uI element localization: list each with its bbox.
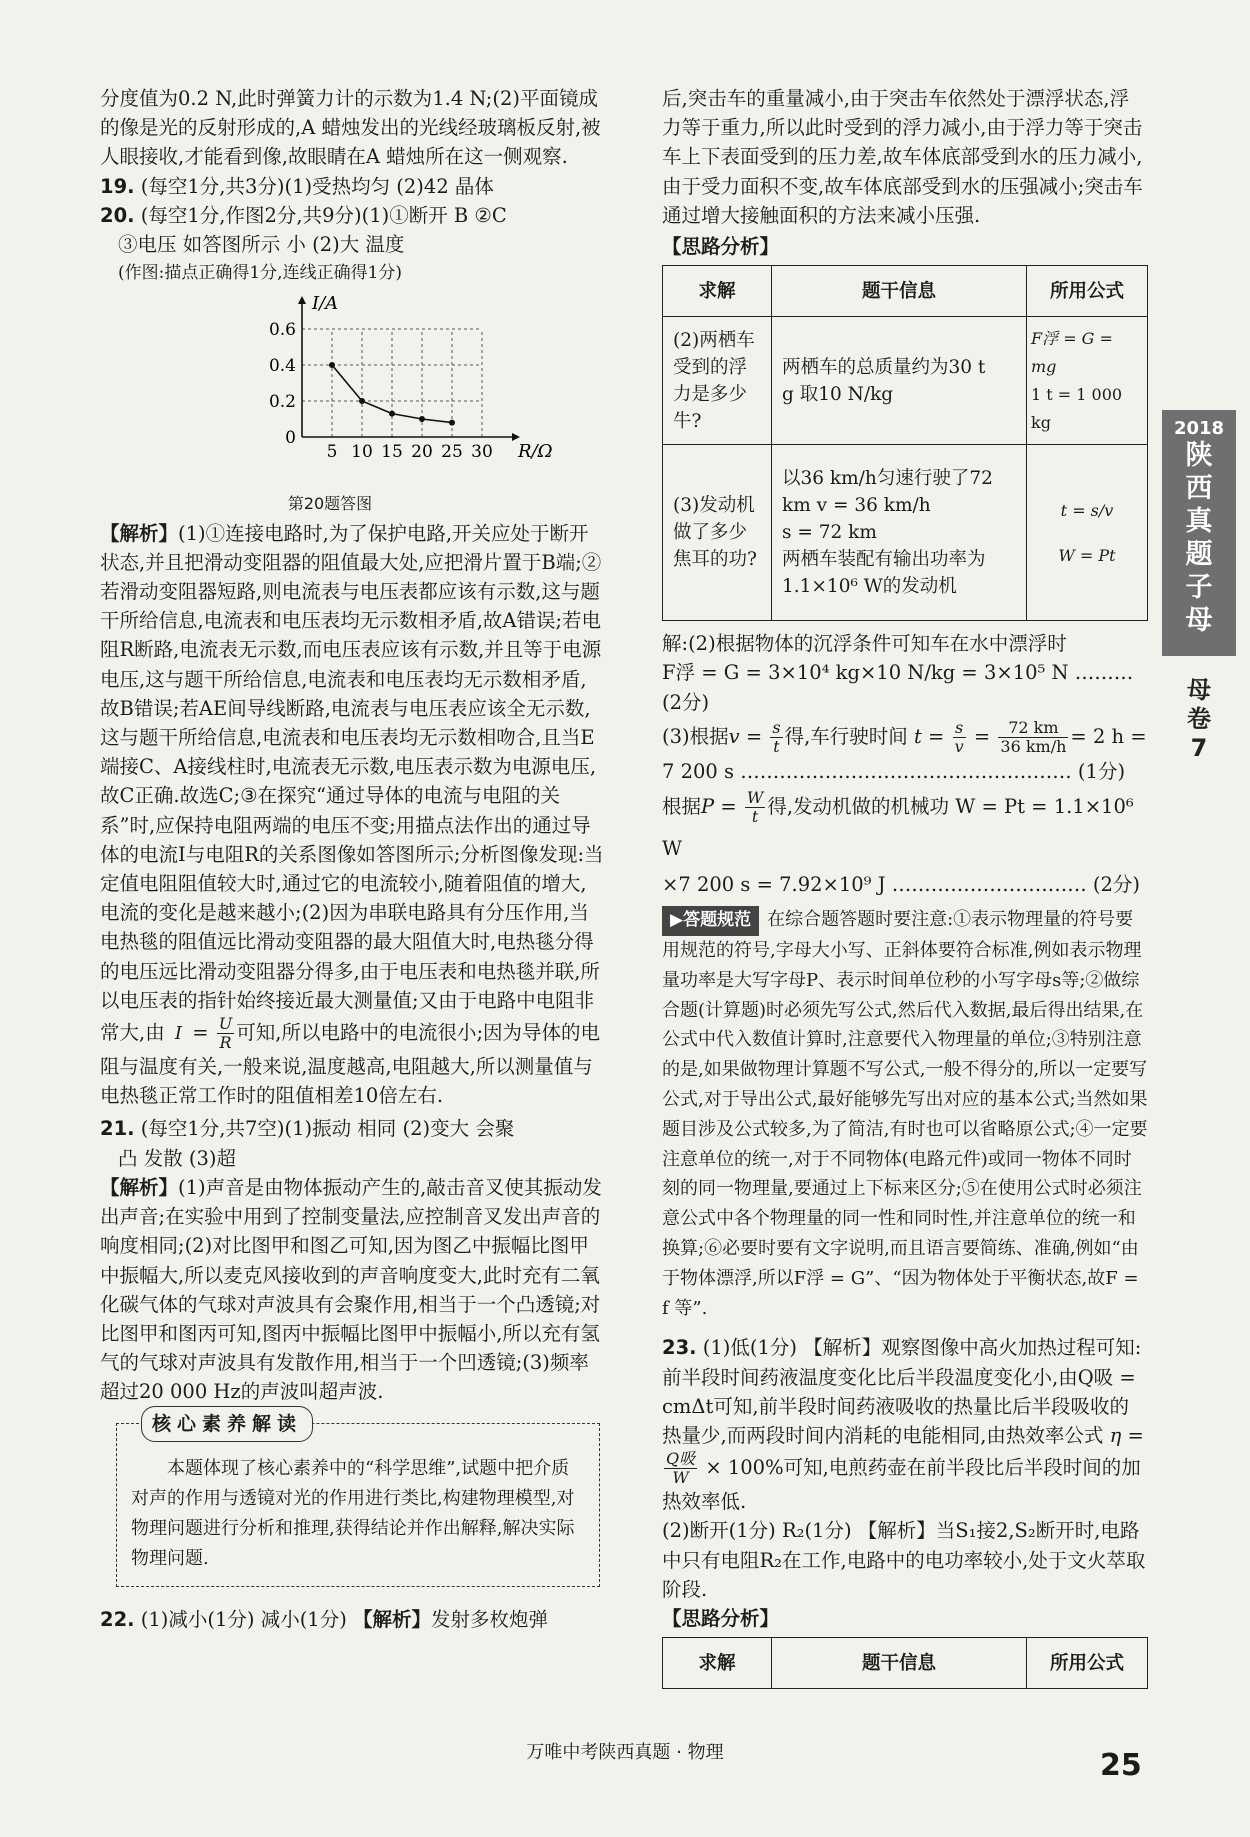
frac-w2: W: [672, 1468, 689, 1488]
q19: [100, 172, 604, 201]
side-title-1: 陕: [1185, 440, 1213, 471]
solution-line-4: 7 200 s …………………………………………… (1分): [662, 759, 1126, 783]
side-year: 2018: [1173, 418, 1225, 439]
km-over-kmh: [998, 719, 1068, 756]
frac-km: 72 km: [998, 719, 1068, 738]
formula-i: I: [174, 1022, 183, 1044]
sol5-b: 得,发动机做的机械功 W = Pt = 1.1×10⁶ W: [662, 795, 1134, 861]
x-tick-label-1: 10: [351, 442, 373, 463]
frac-t2: t: [751, 807, 759, 827]
core-literacy-box: [116, 1412, 600, 1587]
data-point-1: [359, 398, 365, 404]
row2-formula: [1027, 445, 1148, 621]
q21-analysis-text: (1)声音是由物体振动产生的,敲击音叉使其振动发出声音;在实验中用到了控制变量法,应控制音叉发出声音的响度相同;(2)对比图甲和图乙可知,因为图乙中振幅比图甲中振幅大,所以麦克风接收到的声音响度变大,此时充有二氧化碳气体的气球对声波具有会聚作用,相当于一个凸透镜;对比图甲和图丙可知,图丙中振幅比图甲中振幅小,所以充有氢气的气球对声波具有发散作用,相当于一个凹透镜;(3)频率超过20 000 Hz的声波叫超声波.: [100, 1175, 602, 1404]
frac-v: v: [954, 736, 964, 756]
th2-solve: 求解: [663, 1638, 772, 1689]
side-title-6: 母: [1185, 605, 1213, 636]
s-over-v: [953, 719, 966, 756]
row1-info: [772, 317, 1027, 445]
q20-analysis-text: (1)①连接电路时,为了保护电路,开关应处于断开状态,并且把滑动变阻器的阻值最大处,应把滑片置于B端;②若滑动变阻器短路,则电流表与电压表都应该有示数,这与题干所给信息,电流表和电压表均无示数相矛盾,故A错误;若电阻R断路,电流表无示数,而电压表应该有示数,并且等于电源电压,这与题干所给信息,电流表和电压表均无示数相矛盾,故B错误;若AE间导线断路,电流表与电压表应该全无示数,这与题干所给信息,电流表和电压表均无示数相吻合,且当E端接C、A接线柱时,电流表无示数,电压表示数为电源电压,故C正确.故选C;③在探究“通过导体的电流与电阻的关系”时,应保持电阻两端的电压不变;用描点法作出的通过导体的电流I与电阻R的关系图像如答图所示;分析图像发现:当定值电阻阻值较大时,通过它的电流较小,随着阻值的增大,电流的变化是越来越小;(2)因为串联电路具有分压作用,当电热毯的阻值远比滑动变阻器的最大阻值大时,电热毯分得的电压远比滑动变阻器分得多,由于电压表和电热毯并联,所以电压表的指针始终接近最大测量值;又由于电路中电阻非常大,由: [100, 521, 604, 1045]
row2-info-2: s = 72 km: [782, 522, 877, 544]
solution-line-6: ×7 200 s = 7.92×10⁹ J ………………………… (2分): [662, 873, 1141, 897]
frac-kmh: 36 km/h: [1000, 736, 1067, 756]
row1-question: (2)两栖车受到的浮力是多少牛?: [663, 317, 772, 445]
answer-norm-tag: ▶答题规范: [662, 906, 759, 936]
v-eq: v =: [728, 724, 769, 748]
table-row: [663, 445, 1148, 621]
q23-number: 23.: [662, 1336, 697, 1360]
think-analysis-label: 【思路分析】: [662, 235, 780, 259]
q20-chart: [202, 293, 553, 489]
q20-analysis-text2: 可知,所以电路中的电流很小;因为导体的电阻与温度有关,一般来说,温度越高,电阻越大,所以测量值与电热毯正常工作时的阻值相差10倍左右.: [100, 1021, 601, 1108]
q23: [662, 1333, 1148, 1516]
side-sub-1: 母: [1187, 676, 1211, 704]
x-axis-arrow: [512, 433, 520, 441]
q21-number: 21.: [100, 1117, 135, 1141]
analysis-table: [662, 265, 1148, 621]
q22-analysis-text: 发射多枚炮弹: [431, 1607, 549, 1631]
solution-line-2: F浮 = G = 3×10⁴ kg×10 N/kg = 3×10⁵ N ……… (2分): [662, 661, 1134, 714]
row2-info-3: 两栖车装配有输出功率为1.1×10⁶ W的发动机: [782, 549, 986, 598]
q20-number: 20.: [100, 203, 135, 227]
formula-u: U: [218, 1014, 233, 1034]
chart-caption: 第20题答图: [287, 494, 373, 514]
th2-info: 题干信息: [772, 1638, 1027, 1689]
sol3-a: (3)根据: [662, 724, 729, 748]
q-over-w: [664, 1450, 697, 1487]
row1-formula: [1027, 317, 1148, 445]
core-literacy-title: 核心素养解读: [141, 1406, 313, 1442]
q20-analysis-tag: 【解析】: [100, 521, 179, 545]
q23-text-b: 可知,电煎药壶在前半段比后半段时间的加热效率低.: [662, 1456, 1141, 1514]
formula-r: R: [219, 1033, 232, 1053]
answer-norm-text: 在综合题答题时要注意:①表示物理量的符号要用规范的符号,字母大小写、正斜体要符合标准,例如表示物理量功率是大写字母P、表示时间单位秒的小写字母s等;②做综合题(计算题)时必须先写公式,然后代入数据,最后得出结果,在公式中代入数值计算时,注意要代入物理量的单位;③特别注意的是,如果做物理计算题不写公式,一般不得分的,所以一定要写公式,对于导出公式,最好能够先写出对应的基本公式;当然如果题目涉及公式较多,为了简洁,有时也可以省略原公式;④一定要注意单位的统一,对于不同物体(电路元件)或同一物体不同时刻的同一物理量,要通过上下标来区分;⑤在使用公式时必须注意公式中各个物理量的同一性和同时性,并注意单位的统一和换算;⑥必要时要有文字说明,而且语言要简练、准确,例如“由于物体漂浮,所以F浮 = G”、“因为物体处于平衡状态,故F = f 等”.: [662, 909, 1148, 1319]
t-eq: t =: [914, 724, 951, 748]
chart-svg: [202, 293, 553, 469]
row2-info: [772, 445, 1027, 621]
th-solve: 求解: [663, 266, 772, 317]
x-tick-label-3: 20: [411, 442, 433, 463]
footer-brand: 万唯中考陕西真题 · 物理: [526, 1742, 724, 1763]
q22-analysis-tag: 【解析】: [353, 1607, 432, 1631]
frac-s2: s: [953, 719, 966, 738]
core-literacy-text: 本题体现了核心素养中的“科学思维”,试题中把介质对声的作用与透镜对光的作用进行类比,构建物理模型,对物理问题进行分析和推理,获得结论并作出解释,解决实际物理问题.: [131, 1457, 575, 1569]
q20: [100, 201, 604, 230]
x-tick-label-2: 15: [381, 442, 403, 463]
row1-formula-2: 1 t = 1 000 kg: [1031, 384, 1123, 432]
ohm-formula: [173, 1022, 184, 1044]
row1-formula-1: F浮 = G = mg: [1031, 328, 1113, 376]
q18-tail: 分度值为0.2 N,此时弹簧力计的示数为1.4 N;(2)平面镜成的像是光的反射形成的,A 蜡烛发出的光线经玻璃板反射,被人眼接收,才能看到像,故眼睛在A 蜡烛所在这一侧观察.: [100, 87, 601, 169]
q21-analysis-tag: 【解析】: [100, 1175, 179, 1199]
y-tick-label-3: 0.6: [268, 320, 296, 341]
side-sub-3: 7: [1190, 734, 1208, 762]
data-point-0: [329, 362, 335, 368]
u-over-r: [217, 1015, 234, 1052]
q23-text-c: (2)断开(1分) R₂(1分) 【解析】当S₁接2,S₂断开时,电路中只有电阻R₂在工作,电路中的电功率较小,处于文火萃取阶段.: [662, 1519, 1146, 1601]
w-over-t: [745, 789, 765, 826]
y-axis-arrow: [298, 296, 306, 304]
s-over-t: [770, 719, 782, 756]
p-eq: P =: [701, 795, 743, 819]
data-point-4: [449, 420, 455, 426]
solution-line-1: 解:(2)根据物体的沉浮条件可知车在水中漂浮时: [662, 632, 1067, 656]
analysis-table-2-header: [663, 1638, 1148, 1689]
analysis-table-header: [663, 266, 1148, 317]
x-tick-label-4: 25: [441, 442, 463, 463]
frac-t: t: [773, 736, 780, 756]
q22-number: 22.: [100, 1607, 135, 1631]
row1-info-2: g 取10 N/kg: [782, 383, 894, 405]
pct: × 100%: [699, 1456, 784, 1480]
q19-answer: (每空1分,共3分)(1)受热均匀 (2)42 晶体: [140, 174, 494, 198]
q21-analysis: [100, 1173, 604, 1407]
q20-answer-c: (作图:描点正确得1分,连线正确得1分): [118, 263, 403, 284]
formula-eq: =: [186, 1021, 215, 1045]
side-title-5: 子: [1185, 572, 1213, 603]
solution-line-5: [662, 786, 1148, 870]
x-tick-label-5: 30: [471, 442, 493, 463]
data-point-3: [419, 416, 425, 422]
page-number: 25: [1100, 1748, 1142, 1783]
x-tick-label-0: 5: [326, 442, 338, 463]
solution-line-3: (3)根据v = $\frac{s}{t}$ 得,车行驶时间 t = $\frac{s}{v}$ = $\frac{72 km}{36 km/h}$ = 2 h =: [662, 717, 1147, 756]
th2-formula: 所用公式: [1027, 1638, 1148, 1689]
row2-question: (3)发动机做了多少焦耳的功?: [663, 445, 772, 621]
side-sub-2: 卷: [1187, 705, 1211, 733]
frac-w: W: [746, 788, 764, 808]
table-row: [663, 317, 1148, 445]
row2-formula-2: W = Pt: [1058, 545, 1116, 565]
y-tick-label-2: 0.4: [268, 356, 296, 377]
data-point-2: [389, 411, 395, 417]
eta-eq: η =: [1109, 1424, 1144, 1447]
q23-text-a: (1)低(1分) 【解析】观察图像中高火加热过程可知:前半段时间药液温度变化比后半段温度变化小,由Q吸 = cmΔt可知,前半段时间药液吸收的热量比后半段吸收的热量少,而两段时间内消耗的电能相同,由热效率公式: [662, 1336, 1142, 1447]
left-column: [100, 84, 604, 1634]
analysis-table-2: [662, 1637, 1148, 1689]
q20-answer-b: ③电压 如答图所示 小 (2)大 温度: [118, 233, 405, 257]
y-tick-label-1: 0.2: [268, 392, 296, 413]
th-formula: 所用公式: [1027, 266, 1148, 317]
row2-info-1: 以36 km/h匀速行驶了72 km v = 36 km/h: [782, 468, 993, 517]
side-tab: [1162, 410, 1236, 656]
q22: [100, 1605, 604, 1634]
q22-tail: 后,突击车的重量减小,由于突击车依然处于漂浮状态,浮力等于重力,所以此时受到的浮力减小,由于浮力等于突击车上下表面受到的压力差,故车体底部受到水的压力减小,由于受力面积不变,故车体底部受到水的压强减小;突击车通过增大接触面积的方法来减小压强.: [662, 87, 1143, 227]
th-info: 题干信息: [772, 266, 1027, 317]
q21-answer-b: 凸 发散 (3)超: [118, 1146, 237, 1170]
row2-formula-1: t = s/v: [1060, 500, 1114, 520]
y-axis-label: I/A: [312, 293, 339, 315]
side-title-7-hidden: [1185, 658, 1186, 659]
q22-answer: (1)减小(1分) 减小(1分): [140, 1607, 347, 1631]
q21-answer-a: (每空1分,共7空)(1)振动 相同 (2)变大 会聚: [140, 1117, 515, 1141]
side-title-4: 题: [1185, 539, 1213, 570]
row1-info-1: 两栖车的总质量约为30 t: [782, 356, 986, 378]
y-tick-label-0: 0: [285, 428, 296, 449]
frac-q: Q吸: [666, 1449, 696, 1469]
x-axis-label: R/Ω: [518, 441, 553, 463]
sol5-a: 根据: [662, 795, 702, 819]
q20-analysis: [100, 519, 604, 1111]
sol3-c: = 2 h =: [1070, 724, 1147, 748]
frac-s: s: [772, 717, 781, 737]
think-analysis-label-2: 【思路分析】: [662, 1607, 780, 1631]
side-title-2: 西: [1185, 473, 1213, 504]
side-title-3: 真: [1185, 506, 1213, 537]
q21: [100, 1114, 604, 1143]
right-column: [662, 84, 1148, 1689]
q19-number: 19.: [100, 174, 135, 198]
q20-answer-a: (每空1分,作图2分,共9分)(1)①断开 B ②C: [140, 203, 507, 227]
answer-norm: [662, 905, 1148, 1323]
side-subtitle: [1172, 676, 1226, 763]
sol3-b: 得,车行驶时间: [784, 724, 908, 748]
